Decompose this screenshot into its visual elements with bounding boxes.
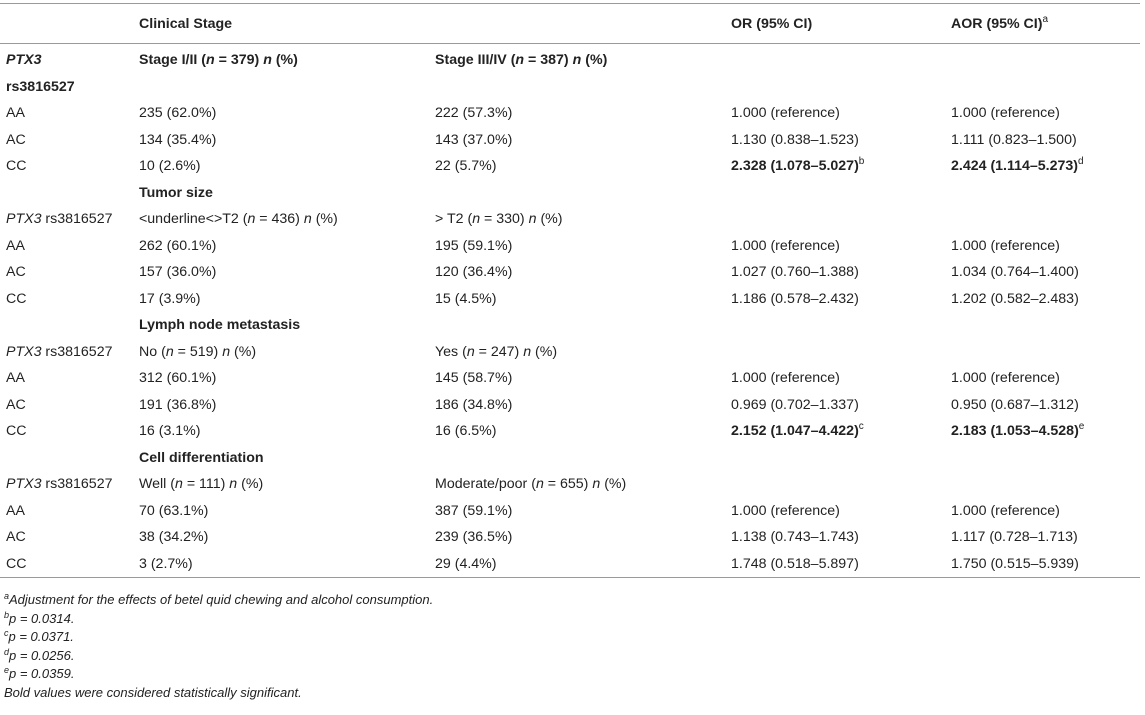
group-header-row <box>0 471 1140 498</box>
genotype-cell: CC <box>6 555 27 572</box>
gene-label: PTX3 rs3816527 <box>6 52 75 95</box>
tumor-group1-label: <underline<>T2 (n = 436) n (%) <box>139 211 338 227</box>
or-cell: 1.138 (0.743–1.743) <box>731 529 859 545</box>
section-title-tumor: Tumor size <box>139 184 213 201</box>
or-cell: 1.000 (reference) <box>731 502 840 519</box>
aor-cell: 1.034 (0.764–1.400) <box>951 264 1079 280</box>
genotype-cell: AC <box>6 529 26 545</box>
gene-label: PTX3 rs3816527 <box>6 211 113 227</box>
value-cell: 17 (3.9%) <box>139 290 201 307</box>
results-table <box>0 3 1140 578</box>
tumor-group2-label: > T2 (n = 330) n (%) <box>435 211 563 227</box>
genotype-cell: AA <box>6 370 25 386</box>
aor-cell: 1.000 (reference) <box>951 105 1060 121</box>
footnote-a: $^a$Adjustment for the effects of betel quid chewing and alcohol consumption. <box>4 591 434 607</box>
value-cell: 3 (2.7%) <box>139 555 193 572</box>
value-cell: 143 (37.0%) <box>435 131 513 148</box>
header-or: OR (95% CI) <box>731 15 813 32</box>
value-cell: 134 (35.4%) <box>139 131 217 148</box>
or-cell: 1.027 (0.760–1.388) <box>731 264 859 280</box>
genotype-cell: CC <box>6 423 27 439</box>
aor-cell: 2.424 $(1.114-5.273)^d$ <box>951 156 1084 174</box>
genotype-cell: AC <box>6 396 26 413</box>
footnotes <box>4 591 433 702</box>
value-cell: 38 (34.2%) <box>139 529 209 545</box>
genotype-cell: AA <box>6 105 25 121</box>
table-row <box>0 365 1140 392</box>
value-cell: 120 (36.4%) <box>435 264 513 280</box>
footnote-b: $^b$p = 0.0314. <box>4 609 75 626</box>
or-cell: 2.328 $(1.078-5.027)^b$ <box>731 156 865 174</box>
gene-label: PTX3 rs3816527 <box>6 343 113 360</box>
group-header-row <box>0 206 1140 233</box>
group-header-row <box>0 339 1140 366</box>
lymph-group1-label: No (n = 519) n (%) <box>139 343 257 360</box>
or-cell: 1.000 (reference) <box>731 370 840 386</box>
stage-group1-label: Stage I/II (n = 379) n (%) <box>139 52 298 68</box>
section-row <box>0 312 1140 339</box>
value-cell: 312 (60.1%) <box>139 370 217 386</box>
aor-cell: 1.117 (0.728–1.713) <box>951 529 1078 545</box>
genotype-cell: AC <box>6 264 26 280</box>
table-row <box>0 127 1140 154</box>
or-cell: 1.186 (0.578–2.432) <box>731 290 859 307</box>
cell-group1-label: Well (n = 111) n (%) <box>139 476 264 492</box>
value-cell: 15 (4.5%) <box>435 290 497 307</box>
table-row <box>0 498 1140 525</box>
table-row <box>0 100 1140 127</box>
or-cell: 1.000 (reference) <box>731 105 840 121</box>
aor-cell: 1.111 (0.823–1.500) <box>951 131 1077 148</box>
genotype-cell: CC <box>6 290 27 307</box>
table-row <box>0 551 1140 578</box>
value-cell: 22 (5.7%) <box>435 158 497 174</box>
lymph-group2-label: Yes (n = 247) n (%) <box>435 343 558 360</box>
section-row <box>0 445 1140 472</box>
aor-cell: 0.950 (0.687–1.312) <box>951 396 1079 413</box>
value-cell: 29 (4.4%) <box>435 555 497 572</box>
header-aor: AOR (95% CI)$^a$ <box>951 13 1049 32</box>
value-cell: 222 (57.3%) <box>435 105 513 121</box>
header-clinical-stage: Clinical Stage <box>139 15 233 32</box>
value-cell: 191 (36.8%) <box>139 396 217 413</box>
table-row <box>0 286 1140 313</box>
genotype-cell: AC <box>6 131 26 148</box>
header-empty <box>0 4 133 44</box>
or-cell: 1.130 (0.838–1.523) <box>731 131 859 148</box>
section-title-cell: Cell differentiation <box>139 449 264 466</box>
value-cell: 186 (34.8%) <box>435 396 513 413</box>
section-title-lymph: Lymph node metastasis <box>139 317 301 333</box>
table-row <box>0 259 1140 286</box>
header-empty-2 <box>429 4 725 44</box>
value-cell: 10 (2.6%) <box>139 158 201 174</box>
value-cell: 16 (6.5%) <box>435 423 497 439</box>
aor-cell: 1.750 (0.515–5.939) <box>951 555 1079 572</box>
footnote-c: $^c$p = 0.0371. <box>4 628 74 644</box>
value-cell: 16 (3.1%) <box>139 423 201 439</box>
value-cell: 235 (62.0%) <box>139 105 217 121</box>
stage-group-header <box>0 44 1140 101</box>
table-row <box>0 392 1140 419</box>
footnote-d: $^d$p = 0.0256. <box>4 646 75 663</box>
or-cell: 2.152 $(1.047-4.422)^c$ <box>731 421 864 439</box>
genotype-cell: CC <box>6 158 27 174</box>
value-cell: 387 (59.1%) <box>435 502 513 519</box>
value-cell: 239 (36.5%) <box>435 529 513 545</box>
value-cell: 195 (59.1%) <box>435 237 513 254</box>
genotype-cell: AA <box>6 237 25 254</box>
table-row <box>0 524 1140 551</box>
aor-cell: 1.000 (reference) <box>951 237 1060 254</box>
aor-cell: 2.183 $(1.053-4.528)^e$ <box>951 421 1085 439</box>
gene-label: PTX3 rs3816527 <box>6 476 113 492</box>
table-row <box>0 233 1140 260</box>
value-cell: 70 (63.1%) <box>139 502 209 519</box>
cell-group2-label: Moderate/poor (n = 655) n (%) <box>435 476 627 492</box>
table-row <box>0 418 1140 445</box>
value-cell: 145 (58.7%) <box>435 370 513 386</box>
value-cell: 157 (36.0%) <box>139 264 217 280</box>
footnote-bold: Bold values were considered statistically significant. <box>4 684 302 700</box>
table-header-row <box>0 4 1140 44</box>
or-cell: 1.000 (reference) <box>731 237 840 254</box>
table-row <box>0 153 1140 180</box>
section-row <box>0 180 1140 207</box>
aor-cell: 1.202 (0.582–2.483) <box>951 290 1079 307</box>
or-cell: 1.748 (0.518–5.897) <box>731 555 859 572</box>
stage-group2-label: Stage III/IV (n = 387) n (%) <box>435 52 608 68</box>
or-cell: 0.969 (0.702–1.337) <box>731 396 859 413</box>
genotype-cell: AA <box>6 502 25 519</box>
aor-cell: 1.000 (reference) <box>951 502 1060 519</box>
value-cell: 262 (60.1%) <box>139 237 217 254</box>
footnote-e: $^e$p = 0.0359. <box>4 665 75 681</box>
aor-cell: 1.000 (reference) <box>951 370 1060 386</box>
